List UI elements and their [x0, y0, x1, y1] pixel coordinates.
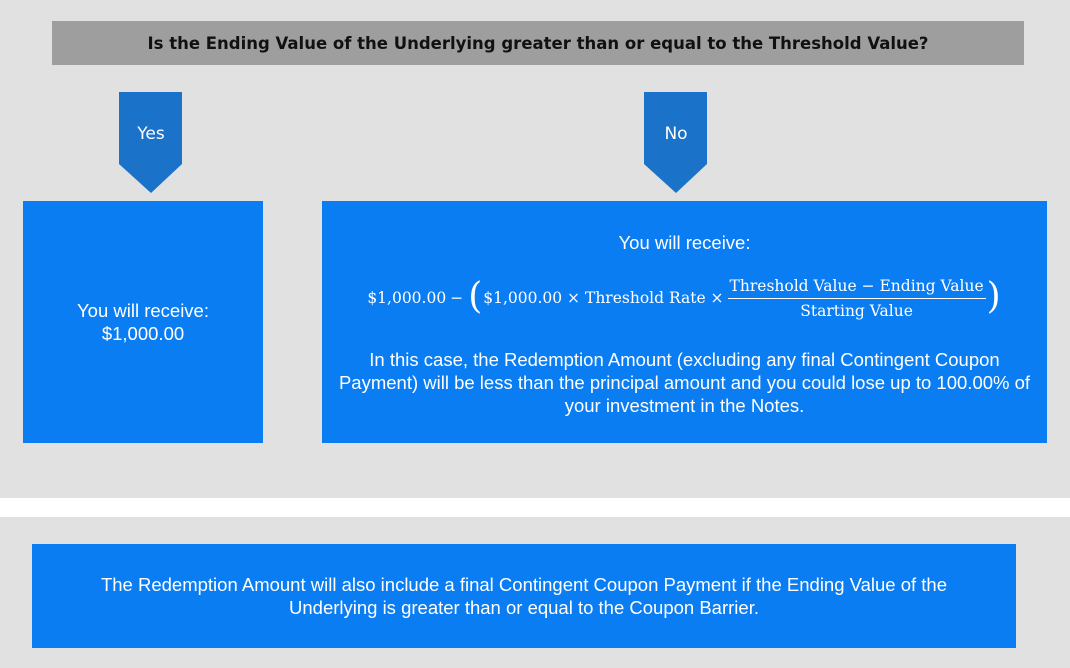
formula-minus: − [450, 289, 464, 307]
no-outcome-box [322, 201, 1047, 443]
fraction-denominator: Starting Value [800, 301, 913, 320]
no-receive-text: You will receive: [618, 232, 751, 253]
close-paren: ) [986, 276, 1001, 317]
formula-fraction [728, 277, 986, 320]
question-banner: Is the Ending Value of the Underlying greater than or equal to the Threshold Value? [52, 21, 1024, 65]
fraction-numerator: Threshold Value − Ending Value [728, 277, 986, 299]
yes-outcome-box [23, 201, 263, 443]
open-paren: ( [468, 276, 483, 317]
formula-principal: $1,000.00 [367, 289, 447, 307]
yes-receive-text: You will receive: [77, 300, 209, 321]
redemption-formula [322, 271, 1047, 325]
yes-amount: $1,000.00 [101, 323, 185, 344]
coupon-note-box [32, 544, 1016, 648]
loss-explanation: In this case, the Redemption Amount (excluding any final Contingent Coupon Payment) will be less than the principal amount and you could lose up to 100.00% of your investment in the Notes. [338, 349, 1031, 416]
no-label: No [664, 124, 688, 144]
no-arrow [644, 92, 708, 194]
yes-arrow [119, 92, 183, 194]
coupon-note-text: The Redemption Amount will also include a final Contingent Coupon Payment if the Ending Value of the Underlying is greater than or equal to the Coupon Barrier. [100, 574, 948, 618]
formula-inner-term: $1,000.00 × Threshold Rate × [483, 289, 724, 307]
yes-label: Yes [137, 124, 165, 144]
